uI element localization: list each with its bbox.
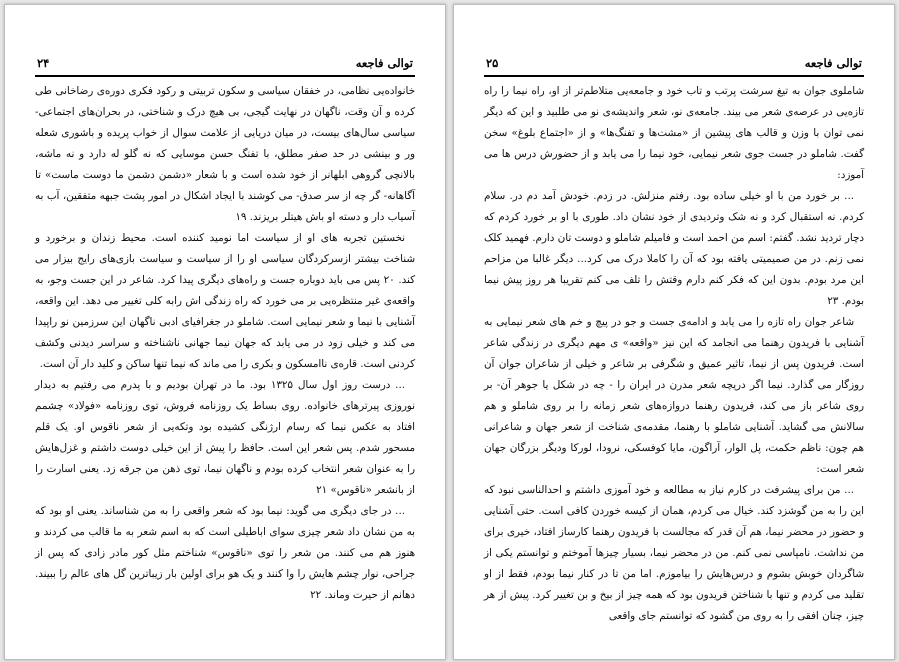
right-page-header (484, 55, 864, 77)
left-paragraph-2: نخستین تجربه های او از سیاست اما نومید کننده است. محیط زندان و برخورد و شناخت بیشتر ازسرکردگان سیاسی او را از سیاست و سیاست بازی‌های رایج بیزار می کند. ۲۰ پس می باید دوباره جست و راه‌های دیگری پیدا کرد. شاعر در این جست وجو، به واقعه‌ی غیر منتظره‌یی بر می خورد که راه زندگی اش رابه کلی تغییر می دهد. این واقعه، آشنایی با نیما و شعر نیمایی است. شاملو در جغرافیای ادبی ناگهان این سرزمین نو راپیدا می کند و خیلی زود در می یابد که جهان نیما جهانی ناشناخته و سراسر دیدنی وکشف کردنی است. قاره‌ی ناامسکون و بکری را می ماند که نیما تنها ساکن و کلید دار آن است. (35, 232, 416, 370)
right-paragraph-1: شاملوی جوان به تیغ سرشت پرتب و تاب خود و جامعه‌یی متلاطم‌تر از او، راه نیما را راه تازه‌یی در عرصه‌ی شعر می بیند. جامعه‌ی نو، شعر واندیشه‌ی نو می طلبید و این که دیگر نمی توان با وزن و قالب های پیشین از «مشت‌ها و تفنگ‌ها» و از «اجتماع بلوغ» سخن گفت. شاملو در جست جوی شعر نیمایی، خود نیما را می یابد و از حضورش درس ها می آموزد: (484, 85, 864, 181)
right-page-number: ۲۵ (486, 56, 499, 70)
right-paragraph-2: ... بر خورد من با او خیلی ساده بود. رفتم منزلش. در زدم. خودش آمد دم در. سلام کردم. نه استقبال کرد و نه شک وتردیدی از خود نشان داد. طوری با او بر خورد کردم که دچار تردید نشد. گفتم: اسم من احمد است و فامیلم شاملو و دوست تان دارم. فهمید کلک نمی زنم. در من صمیمیتی یافته بود که آن را کاملا درک می کرد... دیگر غالبا من مزاحم این مرد بودم. بدون این که فکر کنم دارم وقتش را تلف می کنم تقریبا هر روز پیش نیما بودم. ۲۳ (484, 190, 864, 307)
left-paragraph-3: ... درست روز اول سال ۱۳۲۵ بود. ما در تهران بودیم و با پدرم می رفتیم به دیدار نوروزی پیرترهای خانواده. روی بساط یک روزنامه فروش، توی روزنامه «فولاد» چشمم افتاد به عکس نیما که رسام ارژنگی کشیده بود وتکه‌یی از شعر ناقوس او. یک قلم مسحور شدم. پس شعر این است. حافظ را پیش از این خیلی دوست داشتم و غزل‌هایش را به عنوان شعر انتخاب کرده بودم و ناگهان نیما، توی ذهن من جرقه زد. یعنی اسارت را از بانشعر «ناقوس» ۲۱ (35, 379, 415, 496)
right-page (453, 4, 895, 660)
left-page-header (35, 55, 415, 77)
right-page-body (484, 81, 864, 627)
right-paragraph-3: شاعر جوان راه تازه را می یابد و ادامه‌ی جست و جو در پیچ و خم های شعر نیمایی به آشنایی با فریدون رهنما می انجامد که این نیز «واقعه» ی مهم دیگری در زندگی شاعر است. فریدون پس از نیما، تاثیر عمیق و شگرفی بر شاعر و خیلی از شاعران جوان آن روزگار می گذارد. نیما اگر دریچه شعر مدرن در ایران را - چه در شکل یا جوهر آن- بر روی شاعر باز می کند، فریدون رهنما دروازه‌های شعر زمانه را بر روی شاملو و هم سالانش می گشاید. آشنایی شاملو با رهنما، مقدمه‌ی شناخت از شعر جهان و شاعرانی هم چون: ناظم حکمت، پل الوار، آراگون، مایا کوفسکی، نرودا، لورکا ودیگر بزرگان جهان شعر است: (484, 316, 864, 475)
left-paragraph-4: ... در جای دیگری می گوید: نیما بود که شعر واقعی را به من شناساند. یعنی او بود که به من نشان داد شعر چیزی سوای اباطیلی است که به اسم شعر به ما قالب می کردند و هنوز هم می کنند. من شعر را توی «ناقوس» شناختم مثل کور مادر زادی که پس از جراحی، نوار چشم هایش را وا کنند و یک هو برای اولین بار زیباترین گل های عالم را ببیند. دهانم از حیرت وماند. ۲۲ (35, 505, 415, 601)
left-page-number: ۲۴ (37, 56, 50, 70)
right-paragraph-4: ... من برای پیشرفت در کارم نیاز به مطالعه و خود آموزی داشتم و احدالناسی نبود که این را به من گوشزد کند. خیال می کردم، همان از کیسه خوردن کافی است. حتی آشنایی و حضور در محضر نیما، هم آن قدر که مجالست با فریدون رهنما کارساز افتاد، خیری برای من نداشت. نامپاسی نمی کنم. من در محضر نیما، بسیار چیزها آموختم و توانستم یکی از شاگردان خوبش بشوم و درس‌هایش را بیاموزم. اما من تا در کنار نیما بودم، فقط از او تقلید می کردم و تنها با شناختن فریدون بود که همه چیز از بیخ و بن تغییر کرد. پیش از هر چیز، چنان افقی را به روی من گشود که توانستم جای واقعی (484, 484, 864, 622)
left-paragraph-1: خانواده‌یی نظامی، در خفقان سیاسی و سکون تربیتی و رکود فکری دوره‌ی رضاخانی طی کرده و آن وقت، ناگهان در نهایت گیجی، بی هیچ درک و شناختی، در بحران‌های اجتماعی- سیاسی سال‌های بیست، در میان دریایی از علامت سوال از خواب پریده و باشوری شعله ور و بینشی در حد صفر مطلق، با تفنگ حسن موسایی که نه گلو له دارد و نه ماشه، بالانچی گروهی ابلهانر از خود شده است و با شعار «دشمن دشمن ما دوست ماست» تا آگاهانه- گر چه از سر صدق- می کوشند با ایجاد اشکال در امور پشت جبهه متفقین، آب به آسیاب دار و دسته او باش هیتلر بریزند. ۱۹ (35, 85, 415, 223)
left-running-title: توالی فاجعه (355, 56, 413, 70)
left-page (4, 4, 446, 660)
right-running-title: توالی فاجعه (804, 56, 862, 70)
left-page-body (35, 81, 415, 606)
